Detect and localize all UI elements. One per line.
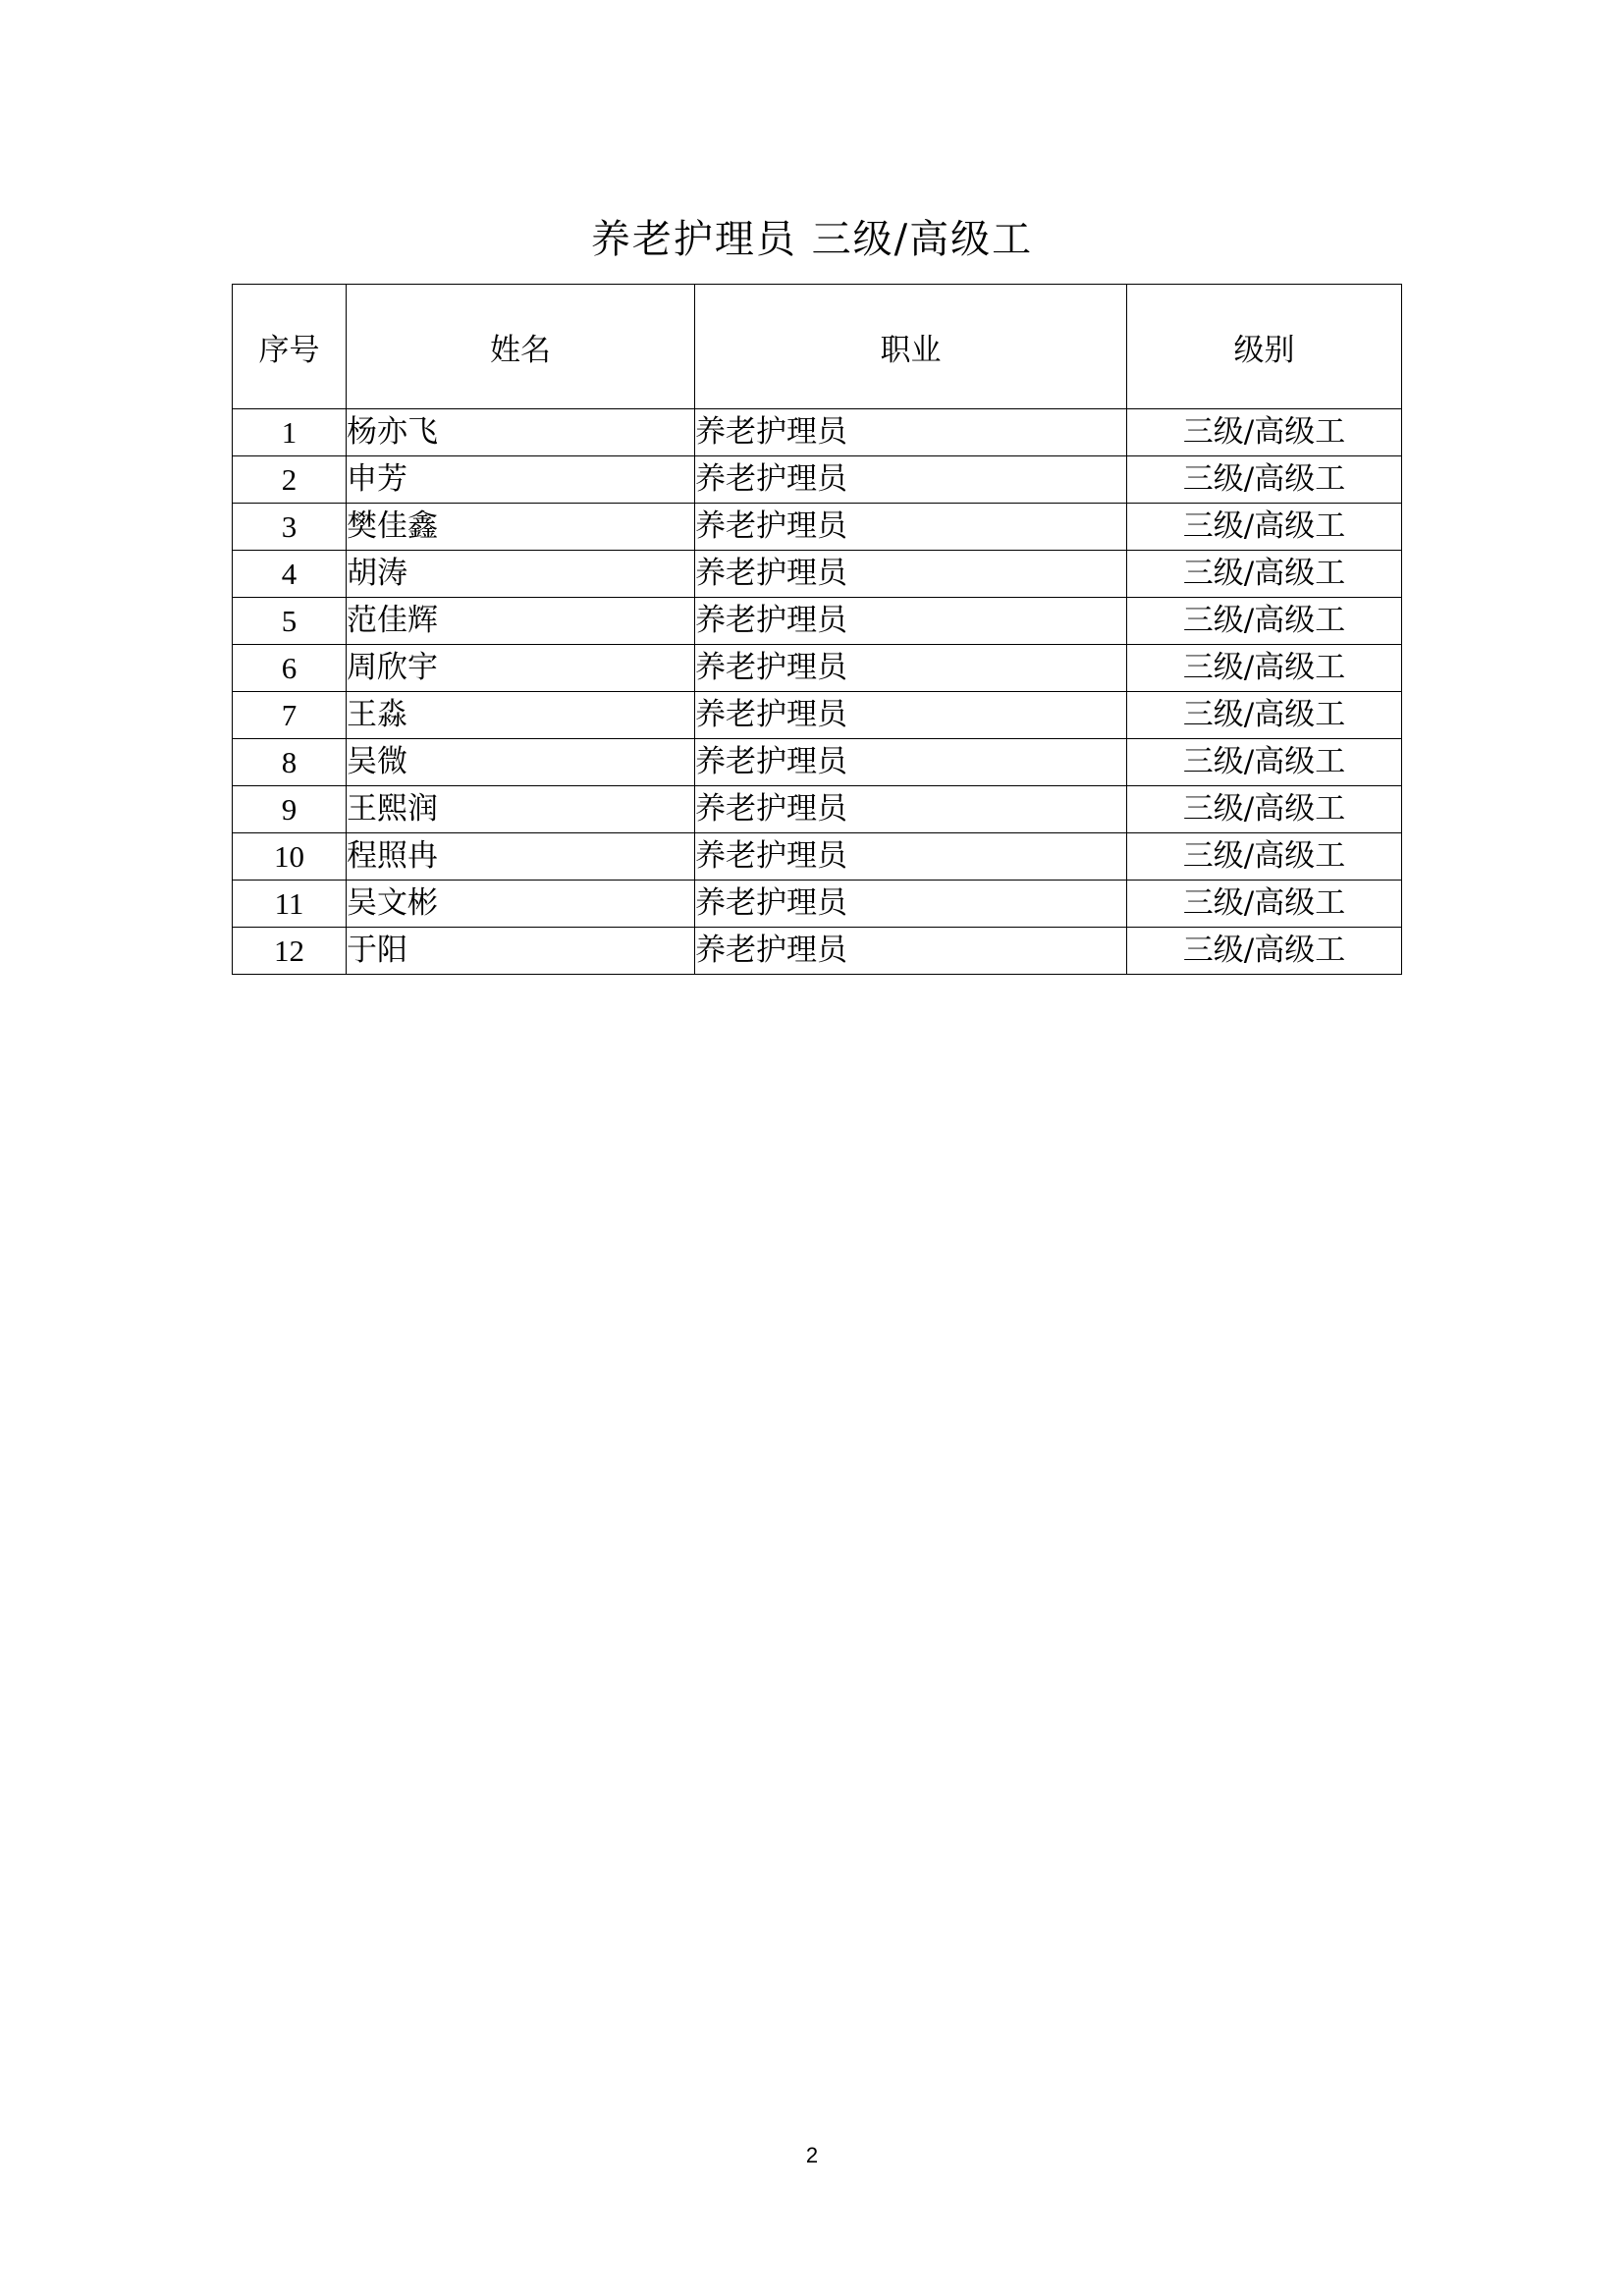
table-row xyxy=(233,881,1402,928)
cell-occupation: 养老护理员 xyxy=(695,551,1127,598)
cell-occupation: 养老护理员 xyxy=(695,928,1127,975)
cell-level: 三级/高级工 xyxy=(1127,409,1402,456)
cell-level: 三级/高级工 xyxy=(1127,786,1402,833)
cell-serial-number: 8 xyxy=(233,739,347,786)
cell-serial-number: 1 xyxy=(233,409,347,456)
cell-level: 三级/高级工 xyxy=(1127,739,1402,786)
table-row xyxy=(233,786,1402,833)
header-serial-number: 序号 xyxy=(233,285,347,409)
cell-level: 三级/高级工 xyxy=(1127,456,1402,504)
cell-serial-number: 7 xyxy=(233,692,347,739)
header-level: 级别 xyxy=(1127,285,1402,409)
cell-serial-number: 12 xyxy=(233,928,347,975)
header-row xyxy=(233,285,1402,409)
cell-occupation: 养老护理员 xyxy=(695,598,1127,645)
cell-name: 吴文彬 xyxy=(347,881,695,928)
cell-level: 三级/高级工 xyxy=(1127,928,1402,975)
cell-serial-number: 2 xyxy=(233,456,347,504)
cell-serial-number: 5 xyxy=(233,598,347,645)
cell-occupation: 养老护理员 xyxy=(695,881,1127,928)
cell-occupation: 养老护理员 xyxy=(695,692,1127,739)
cell-occupation: 养老护理员 xyxy=(695,833,1127,881)
table-row xyxy=(233,739,1402,786)
cell-occupation: 养老护理员 xyxy=(695,645,1127,692)
page-number: 2 xyxy=(805,2143,819,2167)
cell-occupation: 养老护理员 xyxy=(695,739,1127,786)
page-title: 养老护理员 三级/高级工 xyxy=(590,217,1034,262)
table-row xyxy=(233,833,1402,881)
cell-name: 于阳 xyxy=(347,928,695,975)
cell-serial-number: 10 xyxy=(233,833,347,881)
cell-name: 樊佳鑫 xyxy=(347,504,695,551)
cell-serial-number: 6 xyxy=(233,645,347,692)
cell-serial-number: 3 xyxy=(233,504,347,551)
header-name: 姓名 xyxy=(347,285,695,409)
cell-name: 杨亦飞 xyxy=(347,409,695,456)
table-body xyxy=(233,409,1402,975)
table-row xyxy=(233,456,1402,504)
cell-serial-number: 9 xyxy=(233,786,347,833)
cell-name: 范佳辉 xyxy=(347,598,695,645)
cell-level: 三级/高级工 xyxy=(1127,645,1402,692)
roster-table xyxy=(232,284,1402,975)
cell-occupation: 养老护理员 xyxy=(695,456,1127,504)
cell-serial-number: 4 xyxy=(233,551,347,598)
cell-occupation: 养老护理员 xyxy=(695,786,1127,833)
cell-level: 三级/高级工 xyxy=(1127,881,1402,928)
table-row xyxy=(233,551,1402,598)
cell-level: 三级/高级工 xyxy=(1127,692,1402,739)
table-row xyxy=(233,504,1402,551)
cell-level: 三级/高级工 xyxy=(1127,551,1402,598)
table-row xyxy=(233,645,1402,692)
cell-occupation: 养老护理员 xyxy=(695,409,1127,456)
cell-name: 申芳 xyxy=(347,456,695,504)
cell-name: 程照冉 xyxy=(347,833,695,881)
cell-level: 三级/高级工 xyxy=(1127,598,1402,645)
table-row xyxy=(233,598,1402,645)
cell-level: 三级/高级工 xyxy=(1127,504,1402,551)
table-row xyxy=(233,409,1402,456)
table-header xyxy=(233,285,1402,409)
cell-occupation: 养老护理员 xyxy=(695,504,1127,551)
header-occupation: 职业 xyxy=(695,285,1127,409)
cell-serial-number: 11 xyxy=(233,881,347,928)
cell-name: 吴微 xyxy=(347,739,695,786)
cell-name: 周欣宇 xyxy=(347,645,695,692)
table-row xyxy=(233,928,1402,975)
cell-level: 三级/高级工 xyxy=(1127,833,1402,881)
table-row xyxy=(233,692,1402,739)
cell-name: 王淼 xyxy=(347,692,695,739)
cell-name: 胡涛 xyxy=(347,551,695,598)
cell-name: 王熙润 xyxy=(347,786,695,833)
